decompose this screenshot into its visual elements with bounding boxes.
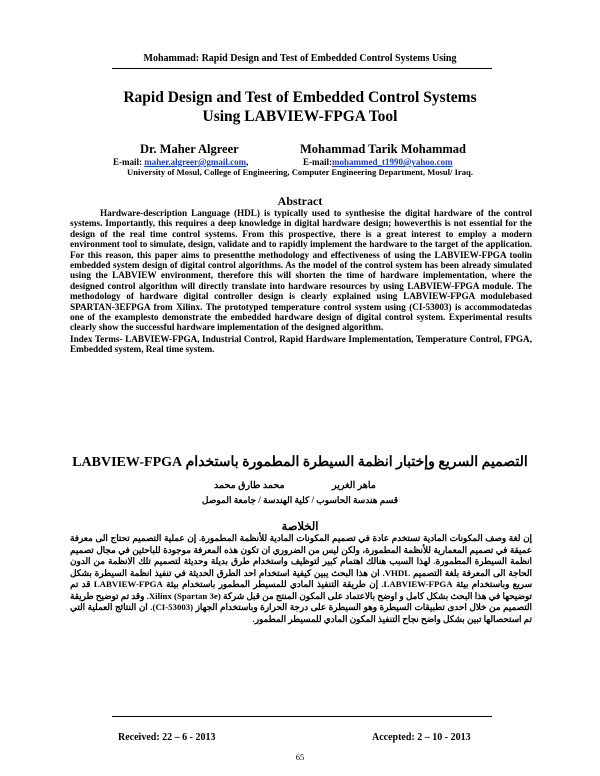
received-date: Received: 22 – 6 - 2013 — [118, 732, 216, 743]
author-1-email-line — [113, 157, 248, 167]
author-2-email-line — [303, 157, 453, 167]
email-label: E-mail: — [113, 157, 142, 167]
arabic-author-1: ماهر الغرير — [332, 481, 376, 491]
arabic-abstract-body: إن لغة وصف المكونات المادية تستخدم عادة في تصميم المكونات المادية للأنظمة المطمورة. إن عملية التصميم تحتاج الى معرفة عميقة في تصميم المعمارية للأنظمة المطمورة، ولكن ليس من الضروري ان تكون هذه المعرفة موجودة للباحثين في مجال تصميم انظمة السيطرة المطمورة. لهذا السبب هنالك اهتمام كبير لتوظيف واستخدام طرق بديلة وحديثة لتصميم تلك الانظمة من الدون الحاجة الى المعرفة بلغة التصميم VHDL. ان هذا البحث يبين كيفية استخدام احد الطرق الحديثة في تنفيذ انظمة السيطرة بشكل سريع وباستخدام بيئة LABVIEW-FPGA. إن طريقة التنفيذ المادي للمسيطر المطمور باستخدام بيئة LABVIEW-FPGA قد تم توضيحها في هذا البحث بشكل كامل و اوضح بالاعتماد على المكون المنتج من قبل شركة Xilinx (Spartan 3e). وقد تم توضيح طريقة التصميم من خلال احدى تطبيقات السيطرة وهو السيطرة على درجة الحرارة وباستخدام الجهاز (CI-53003). ان النتائج العملية التي تم استحصالها تبين بشكل واضح نجاح التنفيذ المكون المادي للمسيطر المطمور. — [70, 533, 533, 624]
email-separator: , — [246, 157, 249, 167]
affiliation: University of Mosul, College of Engineering, Computer Engineering Department, Mosul/ Iraq. — [127, 167, 473, 177]
arabic-title: التصميم السريع وإختبار انظمة السيطرة المطمورة باستخدام LABVIEW-FPGA — [72, 455, 528, 470]
paper-title-line-1: Rapid Design and Test of Embedded Control Systems — [123, 89, 477, 106]
page-number: 65 — [295, 752, 305, 762]
author-1-email-link[interactable]: maher.algreer@gmail.com — [144, 157, 247, 167]
abstract-section — [70, 208, 532, 355]
author-2-email-link[interactable]: mohammed_t1990@yahoo.com — [332, 157, 453, 167]
paper-title-line-2: Using LABVIEW-FPGA Tool — [202, 108, 398, 125]
footer-divider — [112, 716, 492, 717]
author-1-name: Dr. Maher Algreer — [140, 142, 239, 156]
arabic-author-2: محمد طارق محمد — [214, 481, 285, 491]
arabic-affiliation: قسم هندسة الحاسوب / كلية الهندسة / جامعة الموصل — [201, 495, 399, 505]
running-head: Mohammad: Rapid Design and Test of Embedded Control Systems Using — [143, 53, 457, 64]
email-label: E-mail: — [303, 157, 332, 167]
paper-title — [60, 88, 540, 126]
header-divider — [112, 68, 492, 69]
arabic-abstract-heading: الخلاصة — [281, 521, 319, 533]
abstract-heading: Abstract — [277, 194, 323, 208]
author-2-name: Mohammad Tarik Mohammad — [300, 142, 466, 156]
index-terms: Index Terms- LABVIEW-FPGA, Industrial Control, Rapid Hardware Implementation, Temperature Control, FPGA, Embedded system, Real time system. — [70, 333, 532, 355]
accepted-date: Accepted: 2 – 10 - 2013 — [372, 732, 471, 743]
abstract-body: Hardware-description Language (HDL) is typically used to synthesise the digital hardware of the control systems. Importantly, this requires a deep knowledge in digital hardware design; howeverthis is not essential for the design of the real time control systems. From this prospective, there is a great interest to employ a modern environment tool to simulate, design, validate and to rapidly implement the hardware to the target of the application. For this reason, this paper aims to presentthe methodology and effectiveness of using the LABVIEW-FPGA toolin embedded system design of digital control algorithms. As the model of the control system has been already simulated using the LABVIEW environment, therefore this will shorten the time of hardware implementation, where the designed control algorithm will directly translate into hardware resources by using LABVIEW-FPGA module. The methodology of hardware digital controller design is clearly explained using LABVIEW-FPGA modulebased SPARTAN-3EFPGA from Xilinx. The prototyped temperature control system using (CI-53003) is accommodatedas one of the examplesto demonstrate the embedded hardware design of digital control system. Experimental results clearly show the successful hardware implementation of the designed algorithm. — [70, 208, 532, 333]
